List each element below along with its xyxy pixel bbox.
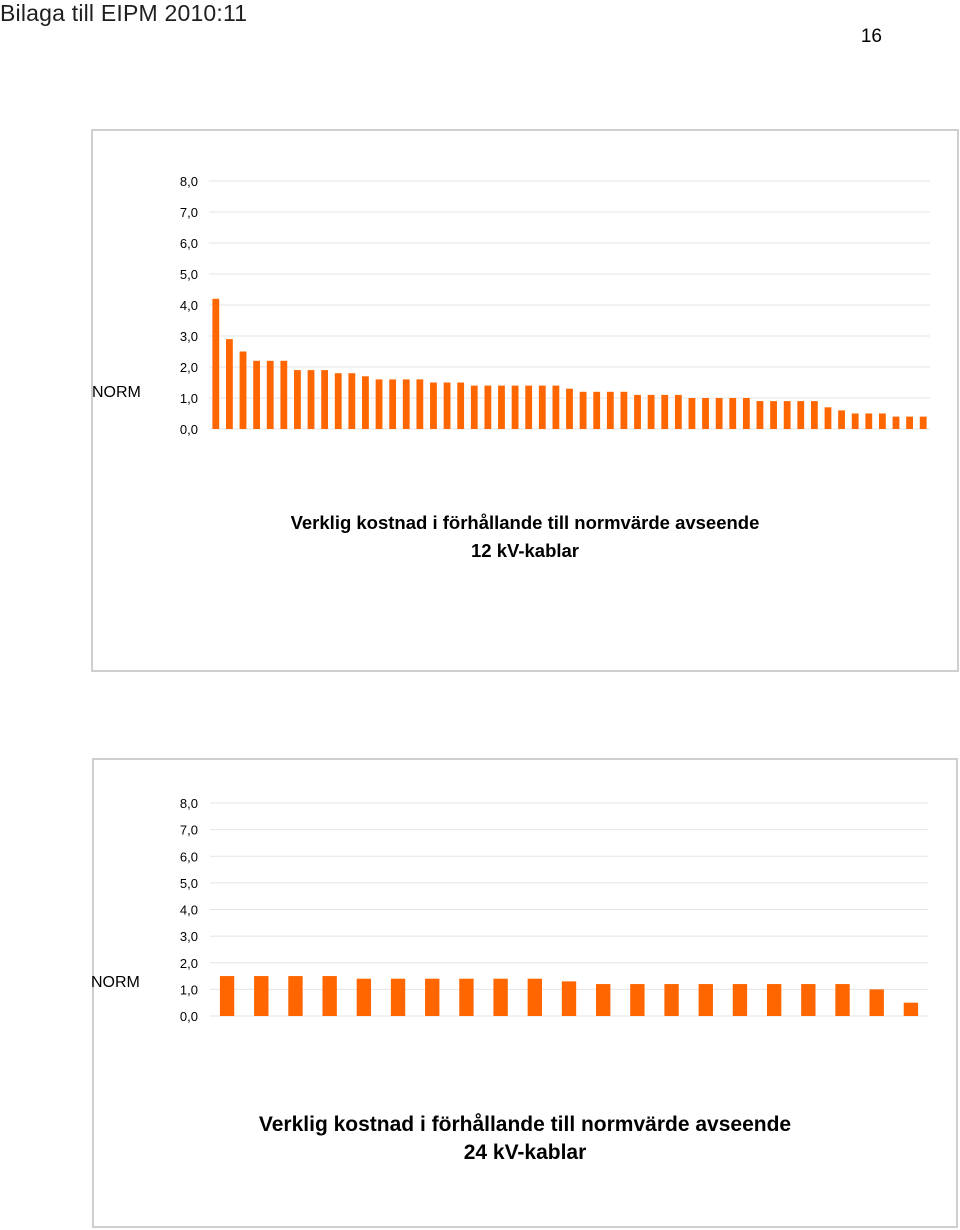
bar bbox=[566, 389, 573, 429]
bar bbox=[811, 401, 818, 429]
y-tick-label: 4,0 bbox=[179, 298, 198, 313]
bar bbox=[362, 376, 369, 429]
bar bbox=[580, 392, 587, 429]
bar bbox=[484, 386, 491, 429]
bar bbox=[770, 401, 777, 429]
bar bbox=[525, 386, 532, 429]
chart-12kv bbox=[91, 129, 959, 672]
bar bbox=[838, 410, 845, 429]
bar bbox=[425, 979, 439, 1016]
y-tick-label: 5,0 bbox=[179, 875, 198, 891]
bar bbox=[254, 976, 268, 1016]
y-tick-label: 4,0 bbox=[179, 902, 198, 918]
bar bbox=[253, 361, 260, 429]
y-tick-label: 5,0 bbox=[179, 267, 198, 282]
chart-title-line: 12 kV-kablar bbox=[471, 539, 579, 561]
y-tick-label: 0,0 bbox=[179, 422, 198, 437]
bar bbox=[416, 379, 423, 429]
bar bbox=[444, 383, 451, 430]
page-number: 16 bbox=[860, 26, 882, 47]
y-tick-label: 8,0 bbox=[179, 174, 198, 189]
bar bbox=[512, 386, 519, 429]
chart-title bbox=[94, 1111, 956, 1168]
bar bbox=[699, 984, 713, 1016]
y-axis-label: NORM bbox=[91, 974, 140, 991]
bar bbox=[267, 361, 274, 429]
bar bbox=[865, 414, 872, 430]
y-tick-label: 7,0 bbox=[179, 205, 198, 220]
bar bbox=[321, 370, 328, 429]
bar bbox=[607, 392, 614, 429]
bar bbox=[733, 984, 747, 1016]
bar bbox=[825, 407, 832, 429]
bar bbox=[835, 984, 849, 1016]
y-tick-label: 1,0 bbox=[179, 391, 198, 406]
bar bbox=[528, 979, 542, 1016]
y-tick-label: 2,0 bbox=[179, 955, 198, 971]
bar bbox=[675, 395, 682, 429]
y-tick-label: 1,0 bbox=[179, 982, 198, 998]
bar bbox=[648, 395, 655, 429]
bar bbox=[716, 398, 723, 429]
y-axis-label: NORM bbox=[92, 384, 141, 401]
chart-title-line: Verklig kostnad i förhållande till normvärde avseende bbox=[258, 1113, 792, 1136]
y-tick-label: 2,0 bbox=[179, 360, 198, 375]
bar bbox=[593, 392, 600, 429]
bar bbox=[784, 401, 791, 429]
bar bbox=[335, 373, 342, 429]
bar bbox=[389, 379, 396, 429]
bar bbox=[459, 979, 473, 1016]
document-header: Bilaga till EIPM 2010:11 bbox=[0, 0, 248, 26]
bar bbox=[457, 383, 464, 430]
bar bbox=[348, 373, 355, 429]
bar bbox=[879, 414, 886, 430]
bar bbox=[430, 383, 437, 430]
bar bbox=[220, 976, 234, 1016]
bar bbox=[661, 395, 668, 429]
bar bbox=[240, 352, 247, 430]
chart-24kv bbox=[92, 758, 958, 1228]
bar bbox=[621, 392, 628, 429]
bar bbox=[471, 386, 478, 429]
bar bbox=[634, 395, 641, 429]
bar bbox=[376, 379, 383, 429]
bar bbox=[308, 370, 315, 429]
bar bbox=[630, 984, 644, 1016]
bar bbox=[743, 398, 750, 429]
bar bbox=[689, 398, 696, 429]
bar bbox=[357, 979, 371, 1016]
bar bbox=[767, 984, 781, 1016]
y-tick-label: 3,0 bbox=[179, 329, 198, 344]
bar bbox=[322, 976, 336, 1016]
bar bbox=[757, 401, 764, 429]
bar bbox=[391, 979, 405, 1016]
y-tick-label: 6,0 bbox=[179, 849, 198, 865]
bar bbox=[893, 417, 900, 429]
y-tick-label: 8,0 bbox=[179, 796, 198, 811]
bar bbox=[596, 984, 610, 1016]
bar bbox=[906, 417, 913, 429]
chart-title-line: Verklig kostnad i förhållande till normvärde avseende bbox=[290, 512, 760, 533]
y-tick-label: 7,0 bbox=[179, 822, 198, 838]
y-tick-label: 3,0 bbox=[179, 929, 198, 945]
bar bbox=[403, 379, 410, 429]
bar bbox=[702, 398, 709, 429]
bar bbox=[294, 370, 301, 429]
bar bbox=[280, 361, 287, 429]
bar bbox=[539, 386, 546, 429]
bar bbox=[552, 386, 559, 429]
y-tick-label: 6,0 bbox=[179, 236, 198, 251]
bar bbox=[904, 1003, 918, 1016]
bar bbox=[729, 398, 736, 429]
chart-12kv-plot bbox=[93, 131, 957, 670]
bar bbox=[288, 976, 302, 1016]
bar bbox=[493, 979, 507, 1016]
bar bbox=[212, 299, 219, 429]
bar bbox=[870, 989, 884, 1016]
y-tick-label: 0,0 bbox=[179, 1009, 198, 1024]
bar bbox=[664, 984, 678, 1016]
chart-title bbox=[93, 509, 957, 565]
bar bbox=[562, 981, 576, 1016]
bar bbox=[920, 417, 927, 429]
chart-title-line: 24 kV-kablar bbox=[463, 1141, 587, 1165]
bar bbox=[797, 401, 804, 429]
bar bbox=[226, 339, 233, 429]
bar bbox=[852, 414, 859, 430]
bar bbox=[498, 386, 505, 429]
bar bbox=[801, 984, 815, 1016]
